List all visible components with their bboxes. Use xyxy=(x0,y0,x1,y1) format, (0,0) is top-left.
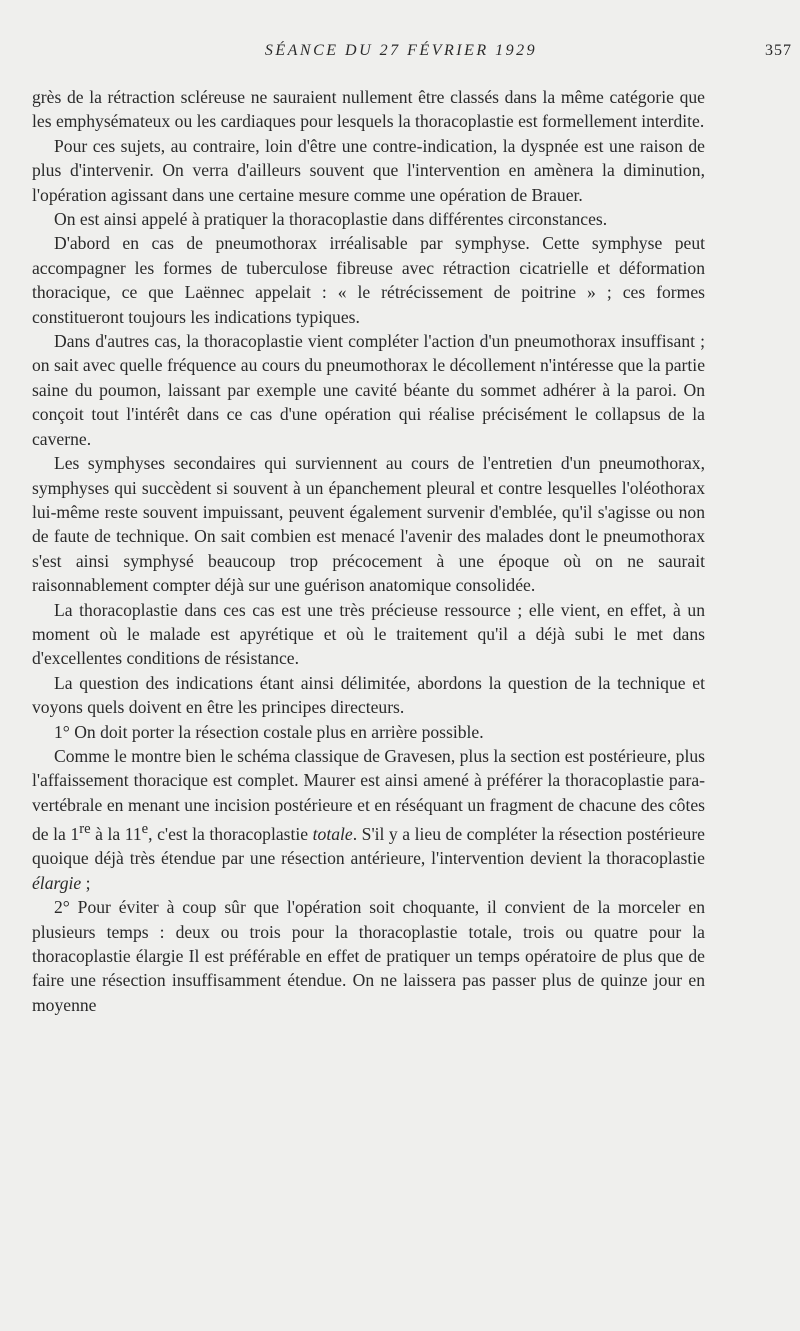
paragraph: 1° On doit porter la résection costale plus en arrière possible. xyxy=(54,721,484,742)
running-title: SÉANCE DU 27 FÉVRIER 1929 xyxy=(264,42,538,59)
paragraph: La thoracoplastie dans ces cas est une très précieuse ressource ; elle vient, en effet, à un moment où le malade est apyrétique et où le traitement qu'il a déjà subi le met dans d'excellentes conditions de résistance. xyxy=(32,599,705,669)
body-text xyxy=(32,85,705,1017)
paragraph: Comme le montre bien le schéma classique de Gravesen, plus la section est postérieure, plus l'affaissement thoracique est complet. Maurer est ainsi amené à préférer la thoracoplastie para-vertébrale en menant une incision postérieure et en réséquant un fragment de chacune des côtes de la 1re à la 11e, c'est la thoracoplastie totale. S'il y a lieu de compléter la résection postérieure quoique déjà très étendue par une résection antérieure, l'intervention devient la thoracoplastie élargie ; xyxy=(32,745,705,893)
paragraph: Pour ces sujets, au contraire, loin d'être une contre-indication, la dyspnée est une raison de plus d'intervenir. On verra d'ailleurs souvent que l'intervention en amènera la diminution, l'opération agissant dans une certaine mesure comme une opération de Brauer. xyxy=(32,135,705,205)
paragraph: On est ainsi appelé à pratiquer la thoracoplastie dans différentes circonstances. xyxy=(54,209,608,230)
page-number: 357 xyxy=(765,42,792,59)
paragraph: Dans d'autres cas, la thoracoplastie vient compléter l'action d'un pneumothorax insuffisant ; on sait avec quelle fréquence au cours du pneumothorax le décollement n'intéresse que la partie saine du poumon, laissant par exemple une cavité béante du sommet adhérer à la paroi. On conçoit tout l'intérêt dans ce cas d'une opération qui réalise précisément le collapsus de la caverne. xyxy=(32,331,705,449)
emphasis: élargie xyxy=(32,872,82,893)
paragraph: D'abord en cas de pneumothorax irréalisable par symphyse. Cette symphyse peut accompagner les formes de tuberculose fibreuse avec rétraction cicatrielle et déformation thoracique, ce que Laënnec appelait : « le rétrécissement de poitrine » ; ces formes constitueront toujours les indications typiques. xyxy=(32,233,705,327)
paragraph: La question des indications étant ainsi délimitée, abordons la question de la technique et voyons quels doivent en être les principes directeurs. xyxy=(32,672,705,718)
paragraph: grès de la rétraction scléreuse ne sauraient nullement être classés dans la même catégorie que les emphysémateux ou les cardiaques pour lesquels la thoracoplastie est formellement interdite. xyxy=(32,87,705,132)
page-header xyxy=(34,42,792,68)
emphasis: totale xyxy=(312,824,353,845)
paragraph: Les symphyses secondaires qui surviennent au cours de l'entretien d'un pneumothorax, symphyses qui succèdent si souvent à un épanchement pleural et contre lesquelles l'oléothorax lui-même reste souvent impuissant, peuvent également survenir d'emblée, qu'il s'agisse ou non de faute de technique. On sait combien est menacé l'avenir des malades dont le pneumothorax s'est ainsi symphysé beaucoup trop précocement à une époque où on ne saurait raisonnablement compter déjà sur une guérison anatomique consolidée. xyxy=(32,453,705,596)
paragraph: 2° Pour éviter à coup sûr que l'opération soit choquante, il convient de la morceler en plusieurs temps : deux ou trois pour la thoracoplastie totale, trois ou quatre pour la thoracoplastie élargie Il est préférable en effet de pratiquer un temps opératoire de plus que de faire une résection insuffisamment étendue. On ne laissera pas passer plus de quinze jour en moyenne xyxy=(32,897,705,1015)
